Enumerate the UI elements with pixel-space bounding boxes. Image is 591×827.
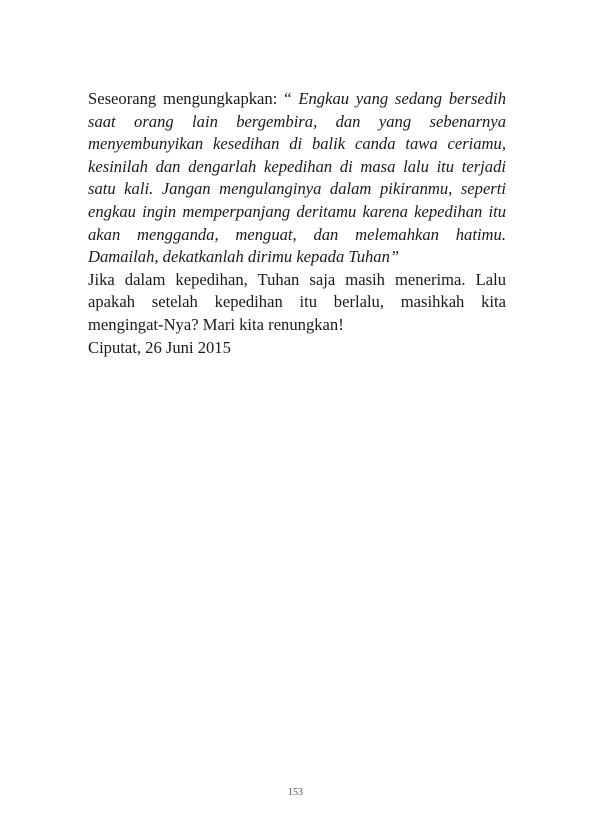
paragraph-line: akan mengganda, menguat, dan melemahkan hatimu. xyxy=(88,224,506,244)
paragraph-line: menyembunyikan kesedihan di balik canda tawa ceriamu, xyxy=(88,134,506,154)
reflection-paragraph xyxy=(88,269,506,337)
paragraph-line: Damailah, dekatkanlah dirimu kepada Tuhan” xyxy=(88,247,400,267)
line-text: Seseorang mengungkapkan: “ xyxy=(88,89,299,108)
paragraph-line: satu kali. Jangan mengulanginya dalam pikiranmu, seperti xyxy=(88,179,506,199)
paragraph-line: saat orang lain bergembira, dan yang sebenarnya xyxy=(88,111,506,131)
paragraph-line xyxy=(88,88,506,111)
page-number: 153 xyxy=(288,787,303,798)
quote-text: Engkau yang sedang bersedih xyxy=(298,89,506,108)
paragraph-line: kesinilah dan dengarlah kepedihan di masa lalu itu terjadi xyxy=(88,156,506,176)
body-text xyxy=(88,88,506,359)
paragraph-line: apakah setelah kepedihan itu berlalu, masihkah kita xyxy=(88,292,506,312)
place-date: Ciputat, 26 Juni 2015 xyxy=(88,337,231,357)
paragraph-line: Jika dalam kepedihan, Tuhan saja masih menerima. Lalu xyxy=(88,269,506,289)
quote-paragraph xyxy=(88,88,506,269)
paragraph-line: engkau ingin memperpanjang deritamu karena kepedihan itu xyxy=(88,201,506,221)
paragraph-line: mengingat-Nya? Mari kita renungkan! xyxy=(88,314,344,334)
